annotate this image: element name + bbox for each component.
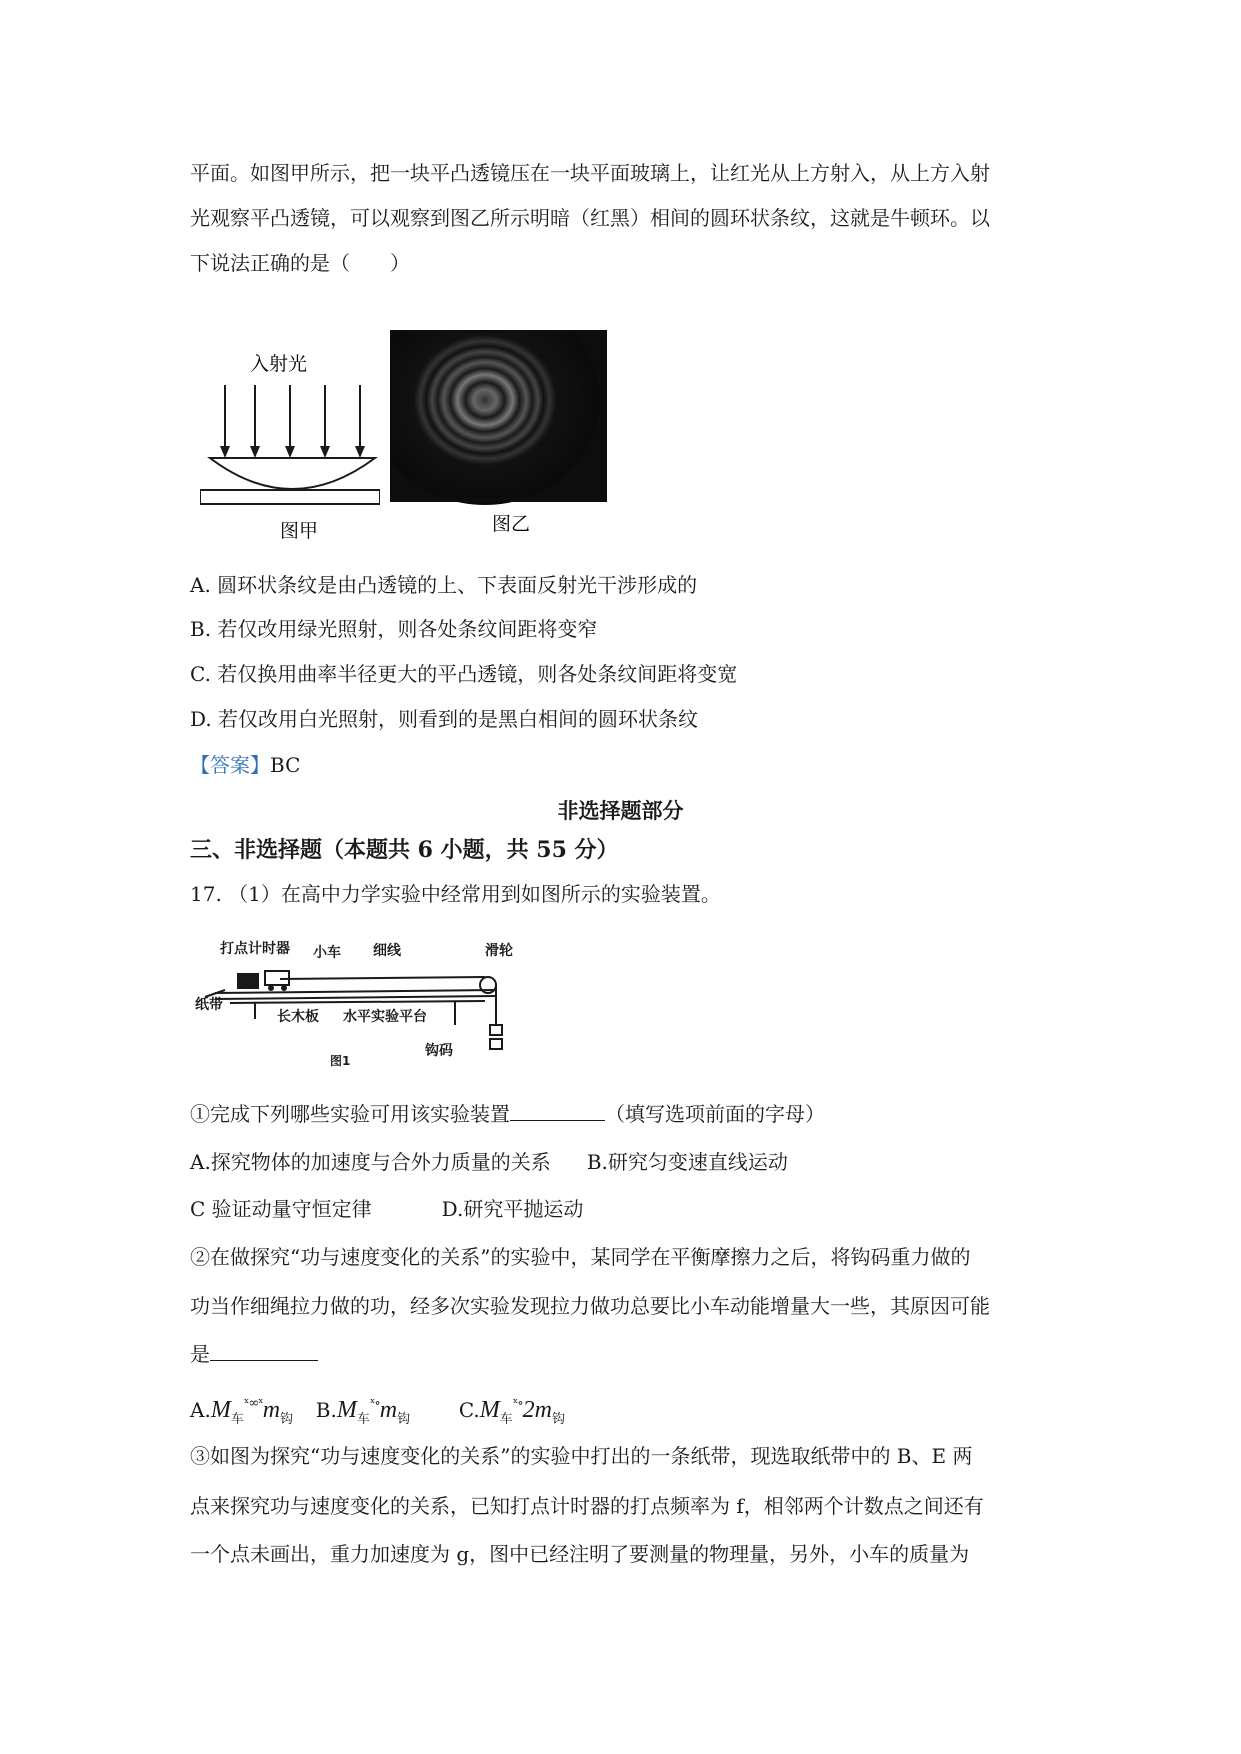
label-board: 长木板 [277, 1009, 319, 1025]
q17-part2-text: 是 [190, 1342, 210, 1366]
formula-c: $C.M_车^{ˣ\circ}2m_钩$ [458, 1396, 566, 1427]
option-d: D. 若仅改用白光照射，则看到的是黑白相间的圆环状条纹 [190, 707, 699, 731]
q17-part3-line-1: ③如图为探究“功与速度变化的关系”的实验中打出的一条纸带，现选取纸带中的 B、E 两 [190, 1444, 973, 1468]
label-cart: 小车 [313, 945, 341, 961]
intro-line-1: 平面。如图甲所示，把一块平凸透镜压在一块平面玻璃上，让红光从上方射入，从上方入射 [190, 161, 990, 185]
q17-part2-line-1: ②在做探究“功与速度变化的关系”的实验中，某同学在平衡摩擦力之后，将钩码重力做的 [190, 1245, 971, 1269]
figure-apparatus [195, 935, 555, 1070]
formula-a: $A.M_车^{ˣ\infty ˣ}m_钩$ [190, 1396, 294, 1427]
q17-part1-options-ab [190, 1148, 788, 1176]
answer-blank-1[interactable] [510, 1100, 605, 1121]
formula-b: $B.M_车^{ˣ\circ}m_钩$ [315, 1396, 411, 1427]
section-title: 非选择题部分 [557, 798, 684, 823]
label-fig1: 图1 [330, 1054, 351, 1068]
label-timer: 打点计时器 [220, 941, 290, 957]
q17-part2-line-3 [190, 1340, 318, 1368]
q17-part1-prefix: ①完成下列哪些实验可用该实验装置 [190, 1102, 510, 1126]
q17-intro: 17. （1）在高中力学实验中经常用到如图所示的实验装置。 [190, 882, 721, 906]
intro-line-3: 下说法正确的是（ ） [190, 251, 410, 275]
section-heading: 三、非选择题（本题共 6 小题，共 55 分） [190, 837, 619, 863]
q17-option-b: B.研究匀变速直线运动 [586, 1150, 788, 1174]
option-b: B. 若仅改用绿光照射，则各处条纹间距将变窄 [190, 617, 598, 641]
label-tape: 纸带 [195, 997, 223, 1013]
q17-formula-options [190, 1390, 565, 1434]
label-weight: 钩码 [425, 1043, 453, 1059]
answer-line [190, 751, 300, 779]
label-pulley: 滑轮 [485, 943, 513, 959]
figure-newton-ring-pattern [390, 330, 615, 545]
option-a: A. 圆环状条纹是由凸透镜的上、下表面反射光干涉形成的 [190, 573, 698, 597]
intro-line-2: 光观察平凸透镜，可以观察到图乙所示明暗（红黑）相间的圆环状条纹，这就是牛顿环。以 [190, 206, 990, 230]
q17-part3-line-2: 点来探究功与速度变化的关系，已知打点计时器的打点频率为 f，相邻两个计数点之间还有 [190, 1494, 984, 1518]
q17-part2-line-2: 功当作细绳拉力做的功，经多次实验发现拉力做功总要比小车动能增量大一些，其原因可能 [190, 1294, 990, 1318]
q17-part1-suffix: （填写选项前面的字母） [605, 1102, 825, 1126]
figure-a-caption: 图甲 [280, 520, 319, 540]
incident-light-label: 入射光 [250, 353, 308, 375]
q17-option-c: C 验证动量守恒定律 [190, 1197, 372, 1221]
q17-part1 [190, 1100, 825, 1128]
q17-option-a: A.探究物体的加速度与合外力质量的关系 [190, 1150, 551, 1174]
figure-newton-ring-setup [200, 340, 380, 540]
answer-blank-2[interactable] [210, 1340, 318, 1361]
q17-part1-options-cd [190, 1195, 583, 1223]
answer-value: BC [270, 753, 301, 777]
q17-part3-line-3: 一个点未画出，重力加速度为 g，图中已经注明了要测量的物理量，另外，小车的质量为 [190, 1542, 970, 1566]
answer-tag: 【答案】 [190, 753, 270, 777]
label-platform: 水平实验平台 [343, 1009, 427, 1025]
option-c: C. 若仅换用曲率半径更大的平凸透镜，则各处条纹间距将变宽 [190, 662, 738, 686]
q17-option-d: D.研究平抛运动 [441, 1197, 584, 1221]
figure-b-caption: 图乙 [492, 513, 531, 535]
label-string: 细线 [373, 943, 401, 959]
